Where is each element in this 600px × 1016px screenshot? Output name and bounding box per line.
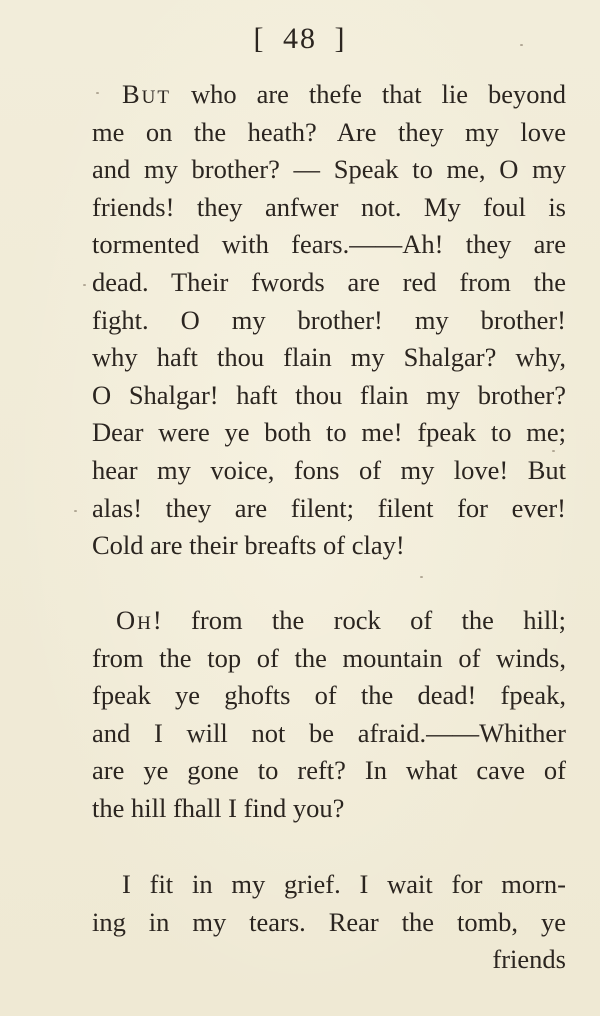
text-line: and I will not be afraid.——Whither — [92, 717, 566, 748]
text-line: But who are thefe that lie beyond — [122, 79, 566, 109]
text-line: and my brother? — Speak to me, O my — [92, 154, 566, 185]
text-line: I fit in my grief. I wait for morn- — [122, 869, 566, 899]
paragraph-2 — [92, 602, 566, 828]
paper-speck — [83, 284, 86, 286]
paper-speck — [520, 44, 523, 46]
drop-word: But — [122, 79, 172, 109]
paragraph-3 — [92, 866, 566, 979]
text-line: are ye gone to reft? In what cave of — [92, 755, 566, 786]
paper-speck — [96, 92, 99, 94]
text-line: alas! they are filent; filent for ever! — [92, 492, 566, 523]
catchword: friends — [492, 944, 566, 975]
page-number: [ 48 ] — [253, 22, 347, 55]
drop-word: Oh — [116, 605, 153, 635]
text-line: the hill fhall I find you? — [92, 792, 345, 823]
text-line: tormented with fears.——Ah! they are — [92, 229, 566, 260]
paper-speck — [74, 510, 77, 512]
text-line: me on the heath? Are they my love — [92, 116, 566, 147]
paragraph-1 — [92, 76, 566, 565]
paper-speck — [420, 576, 423, 578]
text-line: Dear were ye both to me! fpeak to me; — [92, 417, 566, 448]
text-line: why haft thou flain my Shalgar? why, — [92, 342, 566, 373]
text-line: from the top of the mountain of winds, — [92, 642, 566, 673]
text-line: Oh! from the rock of the hill; — [116, 605, 566, 635]
text-line: dead. Their fwords are red from the — [92, 266, 566, 297]
text-line: friends! they anfwer not. My foul is — [92, 191, 566, 222]
text-line: Cold are their breafts of clay! — [92, 530, 405, 561]
text-line: fight. O my brother! my brother! — [92, 304, 566, 335]
text-line: hear my voice, fons of my love! But — [92, 454, 566, 485]
text-line: ing in my tears. Rear the tomb, ye — [92, 906, 566, 937]
text-line: O Shalgar! haft thou flain my brother? — [92, 379, 566, 410]
paper-speck — [552, 450, 555, 452]
text-line: fpeak ye ghofts of the dead! fpeak, — [92, 680, 566, 711]
